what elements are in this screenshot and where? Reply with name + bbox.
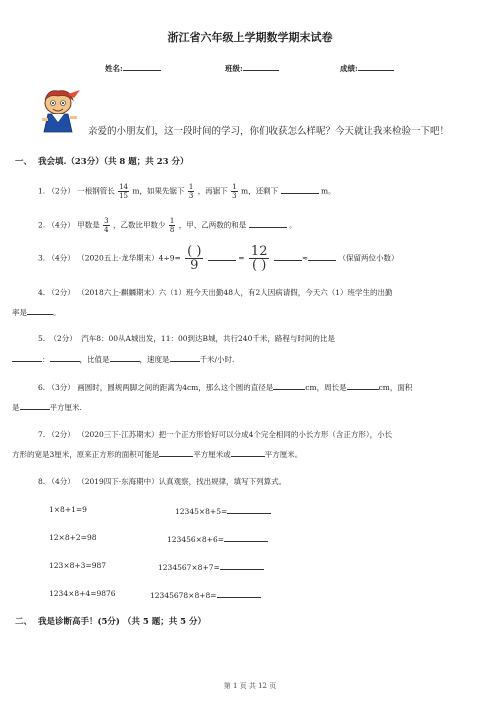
question-5-line-1: 5. （2分） 汽车8：00从A城出发，11：00到达B城，共行240千米，路程与时间的比是 (38, 334, 335, 343)
pattern-left-2: 12×8+2=98 (49, 533, 97, 542)
answer-blank[interactable] (208, 252, 236, 261)
answer-blank[interactable] (249, 219, 287, 228)
pattern-right-4: 12345678×8+8= (150, 589, 261, 600)
pattern-left-3: 123×8+3=987 (49, 561, 107, 570)
question-4-line-2: 率是 。 (12, 308, 61, 317)
answer-blank[interactable] (50, 353, 80, 362)
fraction: ( ) 9 (187, 244, 202, 273)
section-1-title: 我会填.（23分）（共 8 题；共 23 分） (37, 157, 189, 167)
name-blank[interactable] (123, 62, 161, 71)
pattern-right-1: 12345×8+5= (175, 505, 271, 516)
answer-blank[interactable] (274, 252, 302, 261)
section-2-number: 二、 (15, 617, 33, 627)
answer-blank[interactable] (110, 353, 140, 362)
pattern-right-3: 1234567×8+7= (158, 561, 264, 572)
score-blank[interactable] (358, 62, 394, 71)
question-7-line-2: 方形的宽是3厘米，原来正方形的面积可能是 平方厘米或 平方厘米。 (12, 450, 303, 459)
answer-blank[interactable] (159, 448, 193, 457)
fraction: $\frac{1}{8}$ (169, 217, 175, 234)
answer-blank[interactable] (281, 185, 319, 194)
answer-blank[interactable] (27, 306, 53, 315)
question-8-title: 8. （4分） （2019四下·东海期中）认真观察，找出规律，填写下列算式。 (38, 477, 287, 486)
page-title: 浙江省六年级上学期数学期末试卷 (167, 31, 333, 44)
fraction: $\frac{1}{3}$ (232, 183, 237, 200)
question-4-line-1: 4. （2分） （2018六上·麒麟期末）六（1）班今天出勤48人，有2人因病请假，今天六（1）班学生的出勤 (38, 288, 393, 297)
question-1: 1. （2分） 一根钢管长 $\frac{14}{15}$ m，如果先锯下 $\frac{1}{3}$ ，再锯下 $\frac{1}{3}$ m，还剩下 m。 (38, 183, 336, 200)
greeting-text: 亲爱的小朋友们，这一段时间的学习，你们收获怎么样呢？今天就让我来检验一下吧！ (88, 126, 450, 137)
answer-blank[interactable] (217, 589, 261, 598)
question-6-line-1: 6. （3分） 画圆时，圆规两脚之间的距离为4cm，那么这个圆的直径是 cm，周长是 cm，面积 (38, 383, 413, 392)
class-blank[interactable] (243, 62, 279, 71)
answer-blank[interactable] (273, 381, 305, 390)
answer-blank[interactable] (170, 353, 200, 362)
mascot-icon (38, 88, 82, 136)
section-1-header (15, 155, 189, 167)
question-7-line-1: 7. （2分） （2020三下·江苏期末）把一个正方形恰好可以分成4个完全相同的小长方形（含正方形），小长 (38, 430, 393, 439)
question-5-line-2: ： ，比值是 ，速度是 千米/小时. (12, 353, 234, 365)
question-3: 3. （4分） （2020五上·龙华期末）4÷9= ( ) 9 = 12 ( ) ≈ （保留两位小数） (38, 244, 399, 273)
answer-blank[interactable] (12, 353, 42, 362)
answer-blank[interactable] (224, 533, 268, 542)
answer-blank[interactable] (220, 561, 264, 570)
answer-blank[interactable] (20, 401, 50, 410)
answer-blank[interactable] (231, 448, 265, 457)
fraction: $\frac{14}{15}$ (119, 183, 129, 200)
section-1-number: 一、 (15, 157, 33, 167)
page-footer: 第 1 页 共 12 页 (223, 682, 277, 690)
score-field[interactable] (340, 62, 394, 74)
name-field[interactable] (105, 62, 161, 74)
section-2-header (15, 615, 206, 627)
name-label: 姓名: (105, 64, 123, 73)
score-label: 成绩: (340, 64, 358, 73)
pattern-left-1: 1×8+1=9 (49, 505, 87, 514)
question-6-line-2: 是 平方厘米. (12, 403, 82, 412)
class-field[interactable] (225, 62, 279, 74)
fraction: 12 ( ) (250, 244, 268, 273)
fraction: $\frac{3}{4}$ (104, 217, 109, 234)
answer-blank[interactable] (227, 505, 271, 514)
answer-blank[interactable] (308, 252, 336, 261)
pattern-right-2: 123456×8+6= (167, 533, 268, 544)
answer-blank[interactable] (347, 381, 379, 390)
fraction: $\frac{1}{3}$ (188, 183, 194, 200)
question-2: 2. （4分） 甲数是 $\frac{3}{4}$ ，乙数比甲数少 $\frac{1}{8}$ ，甲、乙两数的和是 。 (38, 217, 297, 234)
pattern-left-4: 1234×8+4=9876 (49, 589, 116, 598)
section-2-title: 我是诊断高手！(5分) （共 5 题；共 5 分） (37, 617, 207, 627)
class-label: 班级: (225, 64, 243, 73)
